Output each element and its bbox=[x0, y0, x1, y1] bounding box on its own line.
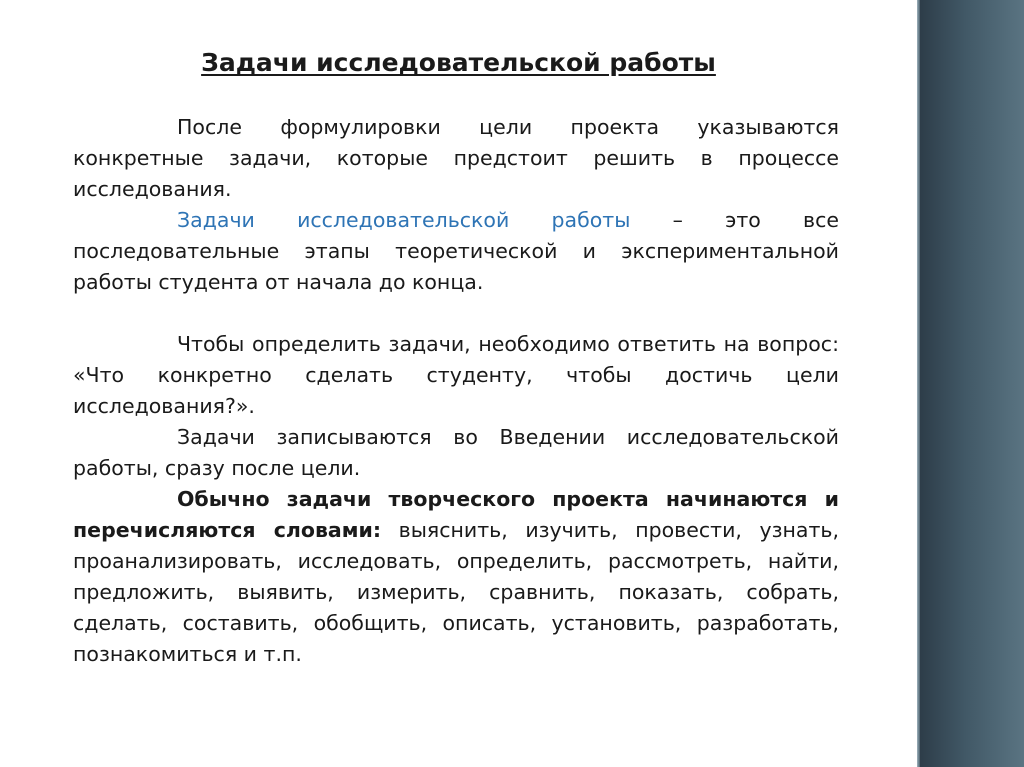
paragraph-verbs bbox=[73, 484, 839, 670]
definition-text: – это все последовательные этапы теоретической и экспериментальной работы студента от начала до конца. bbox=[73, 208, 840, 294]
slide-title: Задачи исследовательской работы bbox=[201, 48, 716, 77]
verbs-lead: Обычно задачи творческого проекта начинаются и перечисляются словами: bbox=[73, 487, 839, 542]
slide-body bbox=[73, 112, 839, 670]
highlighted-term: Задачи исследовательской работы bbox=[177, 208, 631, 232]
paragraph-question: Чтобы определить задачи, необходимо ответить на вопрос: «Что конкретно сделать студенту, чтобы достичь цели исследования?». bbox=[73, 332, 839, 418]
decorative-side-panel bbox=[917, 0, 1024, 767]
paragraph-definition bbox=[73, 205, 839, 298]
verbs-list: выяснить, изучить, провести, узнать, проанализировать, исследовать, определить, рассмотреть, найти, предложить, выявить, измерить, сравнить, показать, собрать, сделать, составить, обобщить, описать, установить, разработать, познакомиться и т.п. bbox=[73, 518, 839, 666]
paragraph-location: Задачи записываются во Введении исследовательской работы, сразу после цели. bbox=[73, 425, 839, 480]
side-panel-edge bbox=[917, 0, 920, 767]
paragraph-intro: После формулировки цели проекта указываются конкретные задачи, которые предстоит решить в процессе исследования. bbox=[73, 115, 839, 201]
